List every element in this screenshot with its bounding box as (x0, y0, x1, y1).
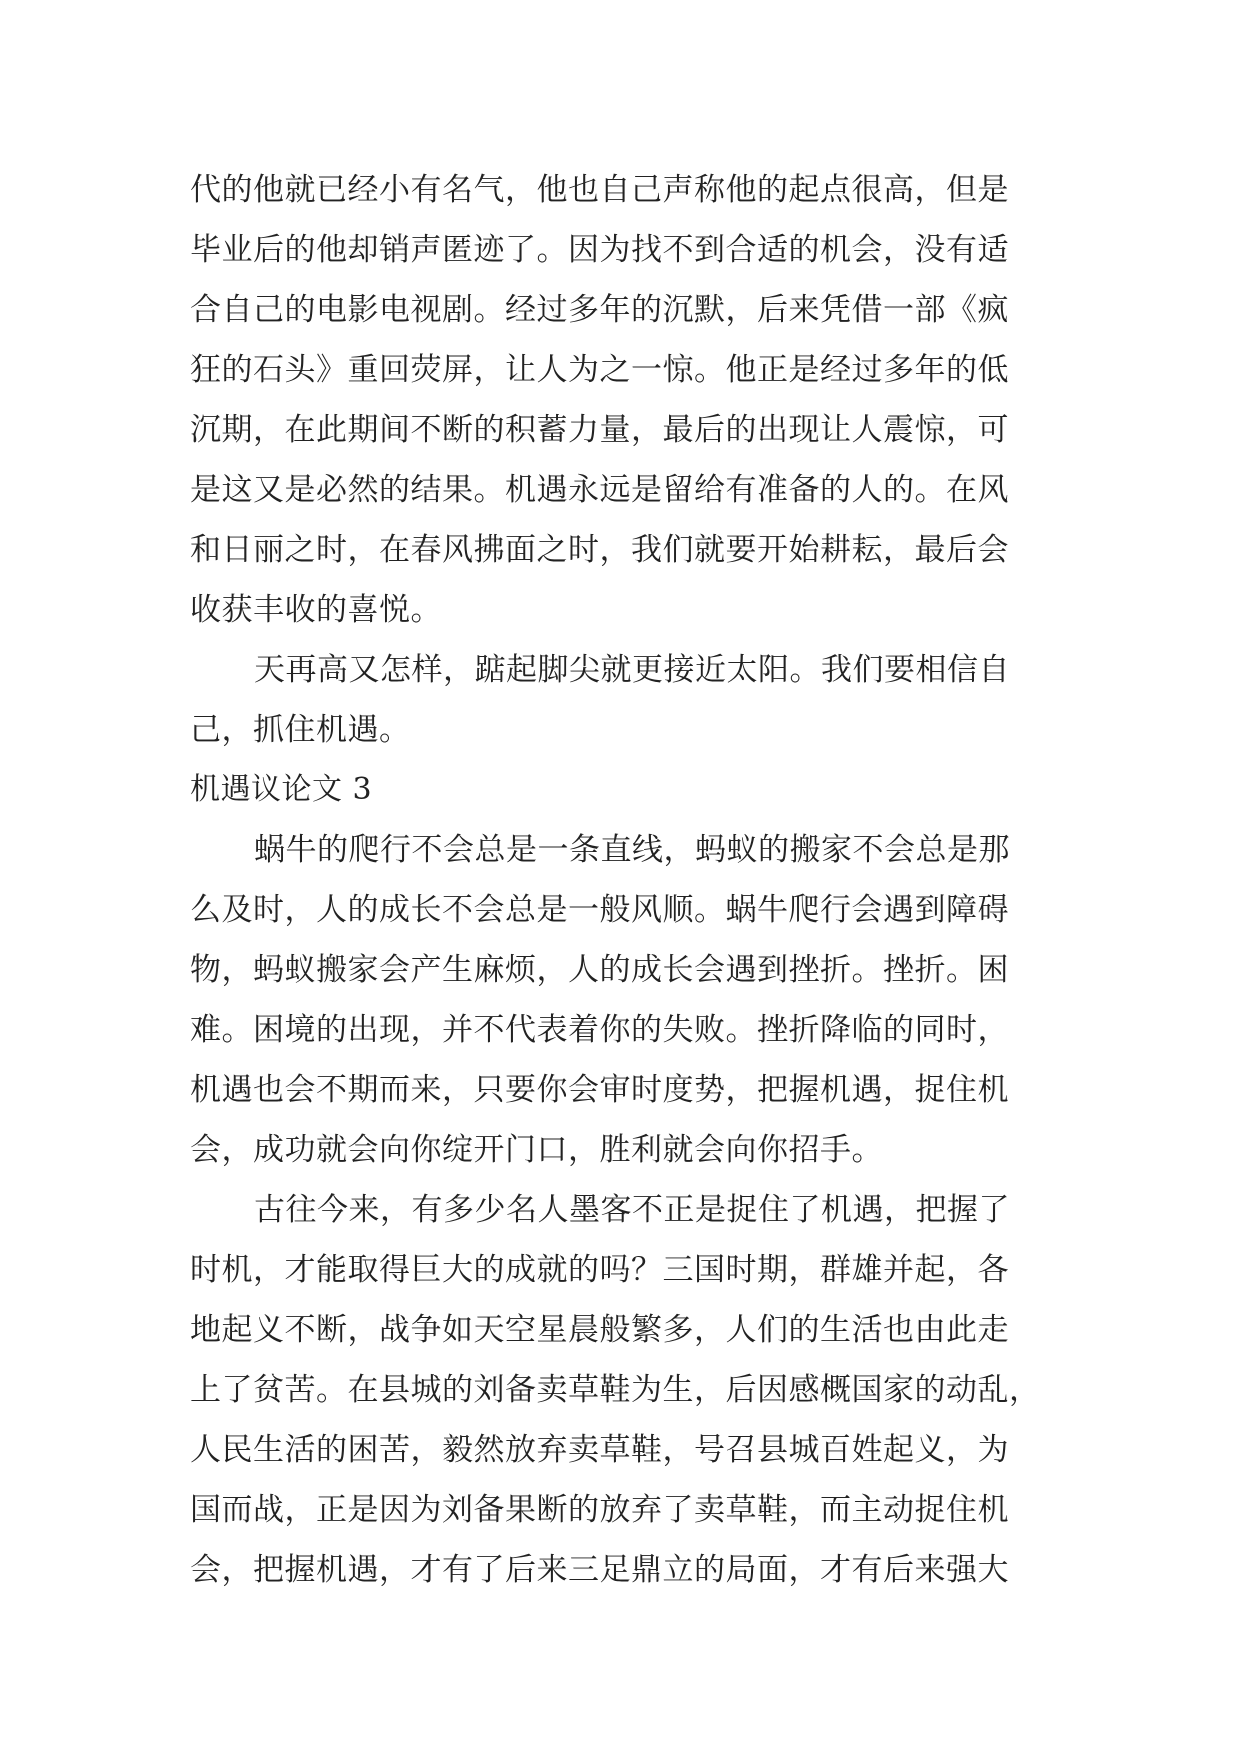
paragraph-line: 会，成功就会向你绽开门口，胜利就会向你招手。 (190, 1132, 883, 1168)
paragraph-line: 时机，才能取得巨大的成就的吗？三国时期，群雄并起，各 (190, 1252, 1009, 1288)
paragraph-line: 毕业后的他却销声匿迹了。因为找不到合适的机会，没有适 (190, 232, 1009, 268)
paragraph-line: 会，把握机遇，才有了后来三足鼎立的局面，才有后来强大 (190, 1552, 1009, 1588)
paragraph-line: 蜗牛的爬行不会总是一条直线，蚂蚁的搬家不会总是那 (254, 832, 1010, 868)
paragraph-line: 合自己的电影电视剧。经过多年的沉默，后来凭借一部《疯 (190, 292, 1009, 328)
paragraph-line: 和日丽之时，在春风拂面之时，我们就要开始耕耘，最后会 (190, 532, 1009, 568)
paragraph-line: 狂的石头》重回荧屏，让人为之一惊。他正是经过多年的低 (190, 352, 1009, 388)
paragraph-line: 物，蚂蚁搬家会产生麻烦，人的成长会遇到挫折。挫折。困 (190, 952, 1009, 988)
paragraph-line: 天再高又怎样，踮起脚尖就更接近太阳。我们要相信自 (254, 652, 1010, 688)
paragraph-line: 上了贫苦。在县城的刘备卖草鞋为生，后因感概国家的动乱， (190, 1372, 1041, 1408)
paragraph-line: 己，抓住机遇。 (190, 712, 411, 748)
paragraph-line: 机遇也会不期而来，只要你会审时度势，把握机遇，捉住机 (190, 1072, 1009, 1108)
section-heading: 机遇议论文 3 (190, 772, 373, 807)
paragraph-line: 收获丰收的喜悦。 (190, 592, 442, 628)
paragraph-line: 难。困境的出现，并不代表着你的失败。挫折降临的同时， (190, 1012, 1009, 1048)
paragraph-line: 是这又是必然的结果。机遇永远是留给有准备的人的。在风 (190, 472, 1009, 508)
paragraph-line: 沉期，在此期间不断的积蓄力量，最后的出现让人震惊，可 (190, 412, 1009, 448)
paragraph-line: 代的他就已经小有名气，他也自己声称他的起点很高，但是 (190, 172, 1009, 208)
paragraph-line: 国而战，正是因为刘备果断的放弃了卖草鞋，而主动捉住机 (190, 1492, 1009, 1528)
paragraph-line: 地起义不断，战争如天空星晨般繁多，人们的生活也由此走 (190, 1312, 1009, 1348)
paragraph-line: 么及时，人的成长不会总是一般风顺。蜗牛爬行会遇到障碍 (190, 892, 1009, 928)
document-body (190, 160, 1060, 1600)
paragraph-line: 人民生活的困苦，毅然放弃卖草鞋，号召县城百姓起义，为 (190, 1432, 1009, 1468)
paragraph-line: 古往今来，有多少名人墨客不正是捉住了机遇，把握了 (254, 1192, 1010, 1228)
